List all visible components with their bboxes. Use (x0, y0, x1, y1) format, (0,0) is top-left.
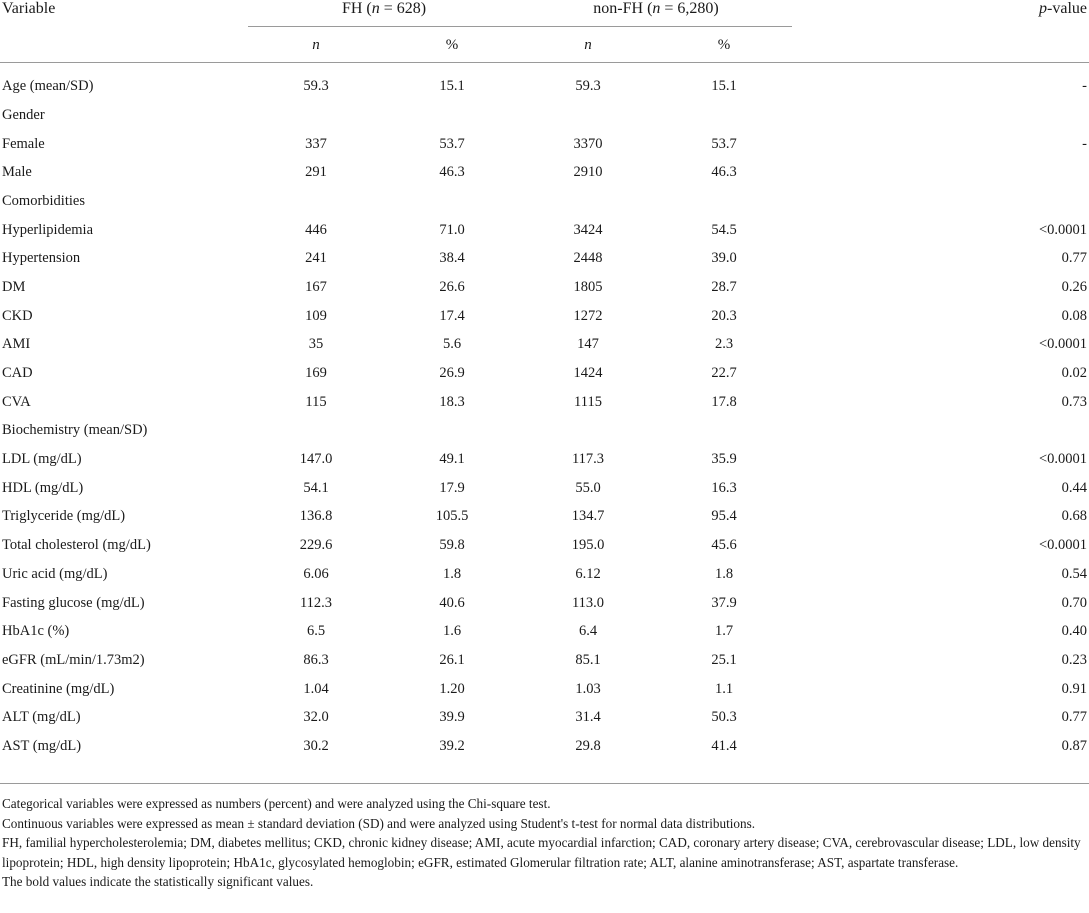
table-row (0, 617, 1089, 646)
row-label: Uric acid (mg/dL) (2, 565, 108, 582)
cell-fh-pct: 18.3 (439, 393, 465, 410)
cell-fh-pct: 26.1 (439, 651, 465, 668)
cell-fh-pct: 46.3 (439, 164, 465, 181)
cell-nonfh-pct: 54.5 (711, 221, 737, 238)
subheader-fh-n: n (312, 36, 320, 53)
table-row (0, 63, 1089, 102)
row-label: Male (2, 164, 32, 181)
footnote-continuous: Continuous variables were expressed as mean ± standard deviation (SD) and were analyzed using Student's t-test for normal data distributions. (2, 815, 756, 831)
cell-fh-n: 6.5 (306, 623, 326, 640)
table-row (0, 560, 1089, 589)
cell-fh-n: 59.3 (303, 77, 329, 94)
cell-spacer (792, 388, 932, 417)
table-row (0, 244, 1089, 273)
cell-p-value: 0.70 (1061, 594, 1088, 611)
row-label: Comorbidities (2, 192, 85, 209)
table-row (0, 101, 1089, 130)
cell-p-value: <0.0001 (1038, 537, 1088, 554)
subheader-nonfh-n: n (584, 36, 592, 53)
cell-fh-n: 112.3 (299, 594, 333, 611)
header-row (0, 0, 1089, 28)
cell-spacer (792, 503, 932, 532)
cell-fh-pct: 38.4 (439, 250, 465, 267)
cell-fh-pct (384, 187, 520, 216)
table-row (0, 675, 1089, 704)
header-fh-n-var: n (371, 0, 380, 17)
cell-fh-pct (384, 417, 520, 446)
cell-nonfh-n: 3370 (573, 135, 603, 152)
footnote-categorical: Categorical variables were expressed as numbers (percent) and were analyzed using the Chi-square test. (2, 796, 551, 811)
cell-p-value (932, 187, 1089, 216)
cell-fh-pct: 17.9 (439, 479, 465, 496)
cell-p-value (932, 417, 1089, 446)
cell-fh-pct: 26.6 (439, 278, 465, 295)
table-row (0, 589, 1089, 618)
cell-nonfh-pct (656, 417, 792, 446)
cell-fh-n: 241 (305, 250, 327, 267)
row-label: HbA1c (%) (2, 623, 70, 640)
header-nonfh-n-value: = 6,280) (660, 0, 719, 17)
table-row (0, 388, 1089, 417)
subheader-row (0, 28, 1089, 63)
cell-fh-pct: 53.7 (439, 135, 465, 152)
row-label: Hypertension (2, 250, 81, 267)
cell-fh-n (248, 101, 384, 130)
cell-p-value: 0.77 (1061, 709, 1088, 726)
cell-p-value: 0.44 (1061, 479, 1088, 496)
header-p-var: p (1039, 0, 1048, 17)
cell-nonfh-pct (656, 187, 792, 216)
cell-nonfh-pct: 17.8 (711, 393, 737, 410)
cell-nonfh-pct: 41.4 (711, 737, 737, 754)
row-label: Total cholesterol (mg/dL) (2, 537, 151, 554)
cell-p-value: 0.73 (1061, 393, 1088, 410)
cell-fh-pct: 26.9 (439, 365, 465, 382)
row-label: Fasting glucose (mg/dL) (2, 594, 145, 611)
header-nonfh-group (520, 0, 792, 28)
table-row (0, 302, 1089, 331)
cell-nonfh-pct: 1.8 (714, 565, 734, 582)
cell-spacer (792, 130, 932, 159)
header-p-value (932, 0, 1089, 28)
subheader-nonfh-pct: % (656, 28, 792, 63)
table-row (0, 130, 1089, 159)
cell-p-value: 0.91 (1061, 680, 1088, 697)
cell-nonfh-pct: 35.9 (711, 451, 737, 468)
cell-p-value: 0.77 (1061, 250, 1088, 267)
cell-p-value: - (1082, 77, 1088, 94)
cell-fh-pct: 5.6 (442, 336, 462, 353)
row-label: Gender (2, 106, 45, 123)
cell-nonfh-pct: 16.3 (711, 479, 737, 496)
cell-spacer (792, 244, 932, 273)
cell-fh-pct: 40.6 (439, 594, 465, 611)
cell-p-value: 0.08 (1061, 307, 1088, 324)
cell-fh-n: 32.0 (303, 709, 329, 726)
cell-p-value: - (1082, 135, 1088, 152)
cell-spacer (792, 675, 932, 704)
footnote-bold-values: The bold values indicate the statistically significant values. (2, 874, 314, 890)
header-nonfh-n-var: n (652, 0, 661, 17)
table-header (0, 0, 1089, 63)
row-label: Hyperlipidemia (2, 221, 94, 238)
cell-nonfh-n: 85.1 (575, 651, 601, 668)
cell-fh-n: 35 (308, 336, 324, 353)
cell-nonfh-n: 195.0 (571, 537, 605, 554)
cell-nonfh-n: 1.03 (575, 680, 601, 697)
footnote-abbreviations: FH, familial hypercholesterolemia; DM, diabetes mellitus; CKD, chronic kidney disease; AMI, acute myocardial infarction; CAD, coronary artery disease; CVA, cerebrovascular disease; LDL, low density lipoprotein; HDL, high density lipoprotein; HbA1c, glycosylated hemoglobin; eGFR, estimated Glomerular filtration rate; ALT, alanine aminotransferase; AST, aspartate transferase. (2, 835, 1081, 870)
cell-spacer (792, 732, 932, 761)
row-label: DM (2, 278, 26, 295)
cell-spacer (792, 445, 932, 474)
cell-fh-n: 147.0 (299, 451, 333, 468)
cell-spacer (792, 302, 932, 331)
table-row (0, 158, 1089, 187)
cell-nonfh-n: 1424 (573, 365, 603, 382)
cell-p-value: 0.68 (1061, 508, 1088, 525)
cell-nonfh-n (520, 187, 656, 216)
cell-p-value: <0.0001 (1038, 336, 1088, 353)
cell-p-value: 0.40 (1061, 623, 1088, 640)
table-row (0, 187, 1089, 216)
table-row (0, 503, 1089, 532)
cell-nonfh-n: 147 (577, 336, 599, 353)
cell-spacer (792, 417, 932, 446)
cell-fh-n (248, 417, 384, 446)
cell-nonfh-pct: 2.3 (714, 336, 734, 353)
table-footnotes (0, 783, 1089, 892)
cell-nonfh-pct (656, 101, 792, 130)
cell-nonfh-n: 59.3 (575, 77, 601, 94)
cell-spacer (792, 101, 932, 130)
subheader-fh-pct: % (384, 28, 520, 63)
header-p-suffix: -value (1047, 0, 1088, 17)
cell-fh-n: 115 (305, 393, 327, 410)
cell-nonfh-n: 3424 (573, 221, 603, 238)
cell-nonfh-pct: 39.0 (711, 250, 737, 267)
cell-nonfh-pct: 22.7 (711, 365, 737, 382)
table-body (0, 63, 1089, 761)
cell-nonfh-pct: 25.1 (711, 651, 737, 668)
cell-fh-pct: 1.20 (439, 680, 465, 697)
cell-fh-pct: 71.0 (439, 221, 465, 238)
cell-nonfh-n: 6.4 (578, 623, 598, 640)
header-nonfh-label: non-FH ( (593, 0, 653, 17)
cell-spacer (792, 63, 932, 102)
row-label: ALT (mg/dL) (2, 709, 81, 726)
header-fh-label: FH ( (341, 0, 372, 17)
row-label: LDL (mg/dL) (2, 451, 82, 468)
row-label: Triglyceride (mg/dL) (2, 508, 126, 525)
cell-fh-n: 446 (305, 221, 327, 238)
row-label: CAD (2, 365, 33, 382)
cell-nonfh-n: 55.0 (575, 479, 601, 496)
cell-p-value: <0.0001 (1038, 451, 1088, 468)
cell-p-value: <0.0001 (1038, 221, 1088, 238)
cell-fh-pct: 59.8 (439, 537, 465, 554)
cell-nonfh-pct: 50.3 (711, 709, 737, 726)
cell-nonfh-n: 31.4 (575, 709, 601, 726)
cell-p-value: 0.02 (1061, 365, 1088, 382)
cell-nonfh-n: 2910 (573, 164, 603, 181)
cell-nonfh-pct: 1.7 (714, 623, 734, 640)
cell-fh-pct: 1.6 (442, 623, 462, 640)
cell-nonfh-pct: 15.1 (711, 77, 737, 94)
row-label: CVA (2, 393, 31, 410)
cell-fh-pct: 1.8 (442, 565, 462, 582)
table-row (0, 216, 1089, 245)
cell-spacer (792, 531, 932, 560)
cell-p-value (932, 101, 1089, 130)
cell-fh-pct: 105.5 (435, 508, 469, 525)
cell-spacer (792, 646, 932, 675)
cell-fh-n: 86.3 (303, 651, 329, 668)
cell-spacer (792, 273, 932, 302)
cell-nonfh-n: 1115 (574, 393, 602, 410)
row-label: HDL (mg/dL) (2, 479, 84, 496)
cell-fh-pct: 15.1 (439, 77, 465, 94)
cell-fh-pct (384, 101, 520, 130)
cell-fh-n: 1.04 (303, 680, 329, 697)
cell-nonfh-n: 6.12 (575, 565, 601, 582)
cell-fh-pct: 39.9 (439, 709, 465, 726)
cell-nonfh-n (520, 417, 656, 446)
table-row (0, 732, 1089, 761)
cell-spacer (792, 703, 932, 732)
cell-nonfh-pct: 53.7 (711, 135, 737, 152)
cell-spacer (792, 560, 932, 589)
cell-spacer (792, 187, 932, 216)
cell-fh-n: 54.1 (303, 479, 329, 496)
cell-fh-n: 6.06 (303, 565, 329, 582)
row-label: AMI (2, 336, 31, 353)
row-label: Age (mean/SD) (2, 77, 94, 94)
cell-fh-n: 169 (305, 365, 327, 382)
cell-nonfh-pct: 46.3 (711, 164, 737, 181)
cell-nonfh-pct: 45.6 (711, 537, 737, 554)
table-row (0, 445, 1089, 474)
table-row (0, 531, 1089, 560)
cell-fh-n: 167 (305, 278, 327, 295)
cell-fh-n: 109 (305, 307, 327, 324)
cell-nonfh-n: 29.8 (575, 737, 601, 754)
table-row (0, 703, 1089, 732)
row-label: Female (2, 135, 45, 152)
table-row (0, 646, 1089, 675)
cell-nonfh-n: 113.0 (571, 594, 605, 611)
cell-nonfh-n: 1805 (573, 278, 603, 295)
row-label: Creatinine (mg/dL) (2, 680, 115, 697)
cell-fh-n (248, 187, 384, 216)
cell-fh-pct: 17.4 (439, 307, 465, 324)
cell-fh-n: 291 (305, 164, 327, 181)
header-variable: Variable (2, 0, 56, 17)
cell-fh-pct: 49.1 (439, 451, 465, 468)
cell-nonfh-n: 134.7 (571, 508, 605, 525)
cell-p-value: 0.26 (1061, 278, 1088, 295)
row-label: Biochemistry (mean/SD) (2, 422, 148, 439)
cell-spacer (792, 216, 932, 245)
row-label: eGFR (mL/min/1.73m2) (2, 651, 145, 668)
cell-nonfh-pct: 1.1 (714, 680, 734, 697)
cell-nonfh-n: 2448 (573, 250, 603, 267)
cell-spacer (792, 589, 932, 618)
table-row (0, 331, 1089, 360)
cell-p-value: 0.87 (1061, 737, 1088, 754)
cell-fh-n: 229.6 (299, 537, 333, 554)
row-label: CKD (2, 307, 33, 324)
cell-nonfh-n (520, 101, 656, 130)
cell-fh-n: 337 (305, 135, 327, 152)
cell-nonfh-n: 1272 (573, 307, 603, 324)
cell-p-value (932, 158, 1089, 187)
table-row (0, 359, 1089, 388)
cell-spacer (792, 474, 932, 503)
cell-fh-n: 136.8 (299, 508, 333, 525)
cell-nonfh-pct: 28.7 (711, 278, 737, 295)
row-label: AST (mg/dL) (2, 737, 82, 754)
cell-nonfh-pct: 95.4 (711, 508, 737, 525)
cell-fh-n: 30.2 (303, 737, 329, 754)
header-fh-n-value: = 628) (379, 0, 427, 17)
cell-nonfh-pct: 20.3 (711, 307, 737, 324)
cell-fh-pct: 39.2 (439, 737, 465, 754)
cell-spacer (792, 158, 932, 187)
cell-p-value: 0.23 (1061, 651, 1088, 668)
table-row (0, 474, 1089, 503)
cell-p-value: 0.54 (1061, 565, 1088, 582)
table-row (0, 273, 1089, 302)
cell-nonfh-pct: 37.9 (711, 594, 737, 611)
cell-spacer (792, 359, 932, 388)
header-fh-group (248, 0, 520, 28)
table-row (0, 417, 1089, 446)
cell-nonfh-n: 117.3 (571, 451, 605, 468)
cell-spacer (792, 331, 932, 360)
cell-spacer (792, 617, 932, 646)
